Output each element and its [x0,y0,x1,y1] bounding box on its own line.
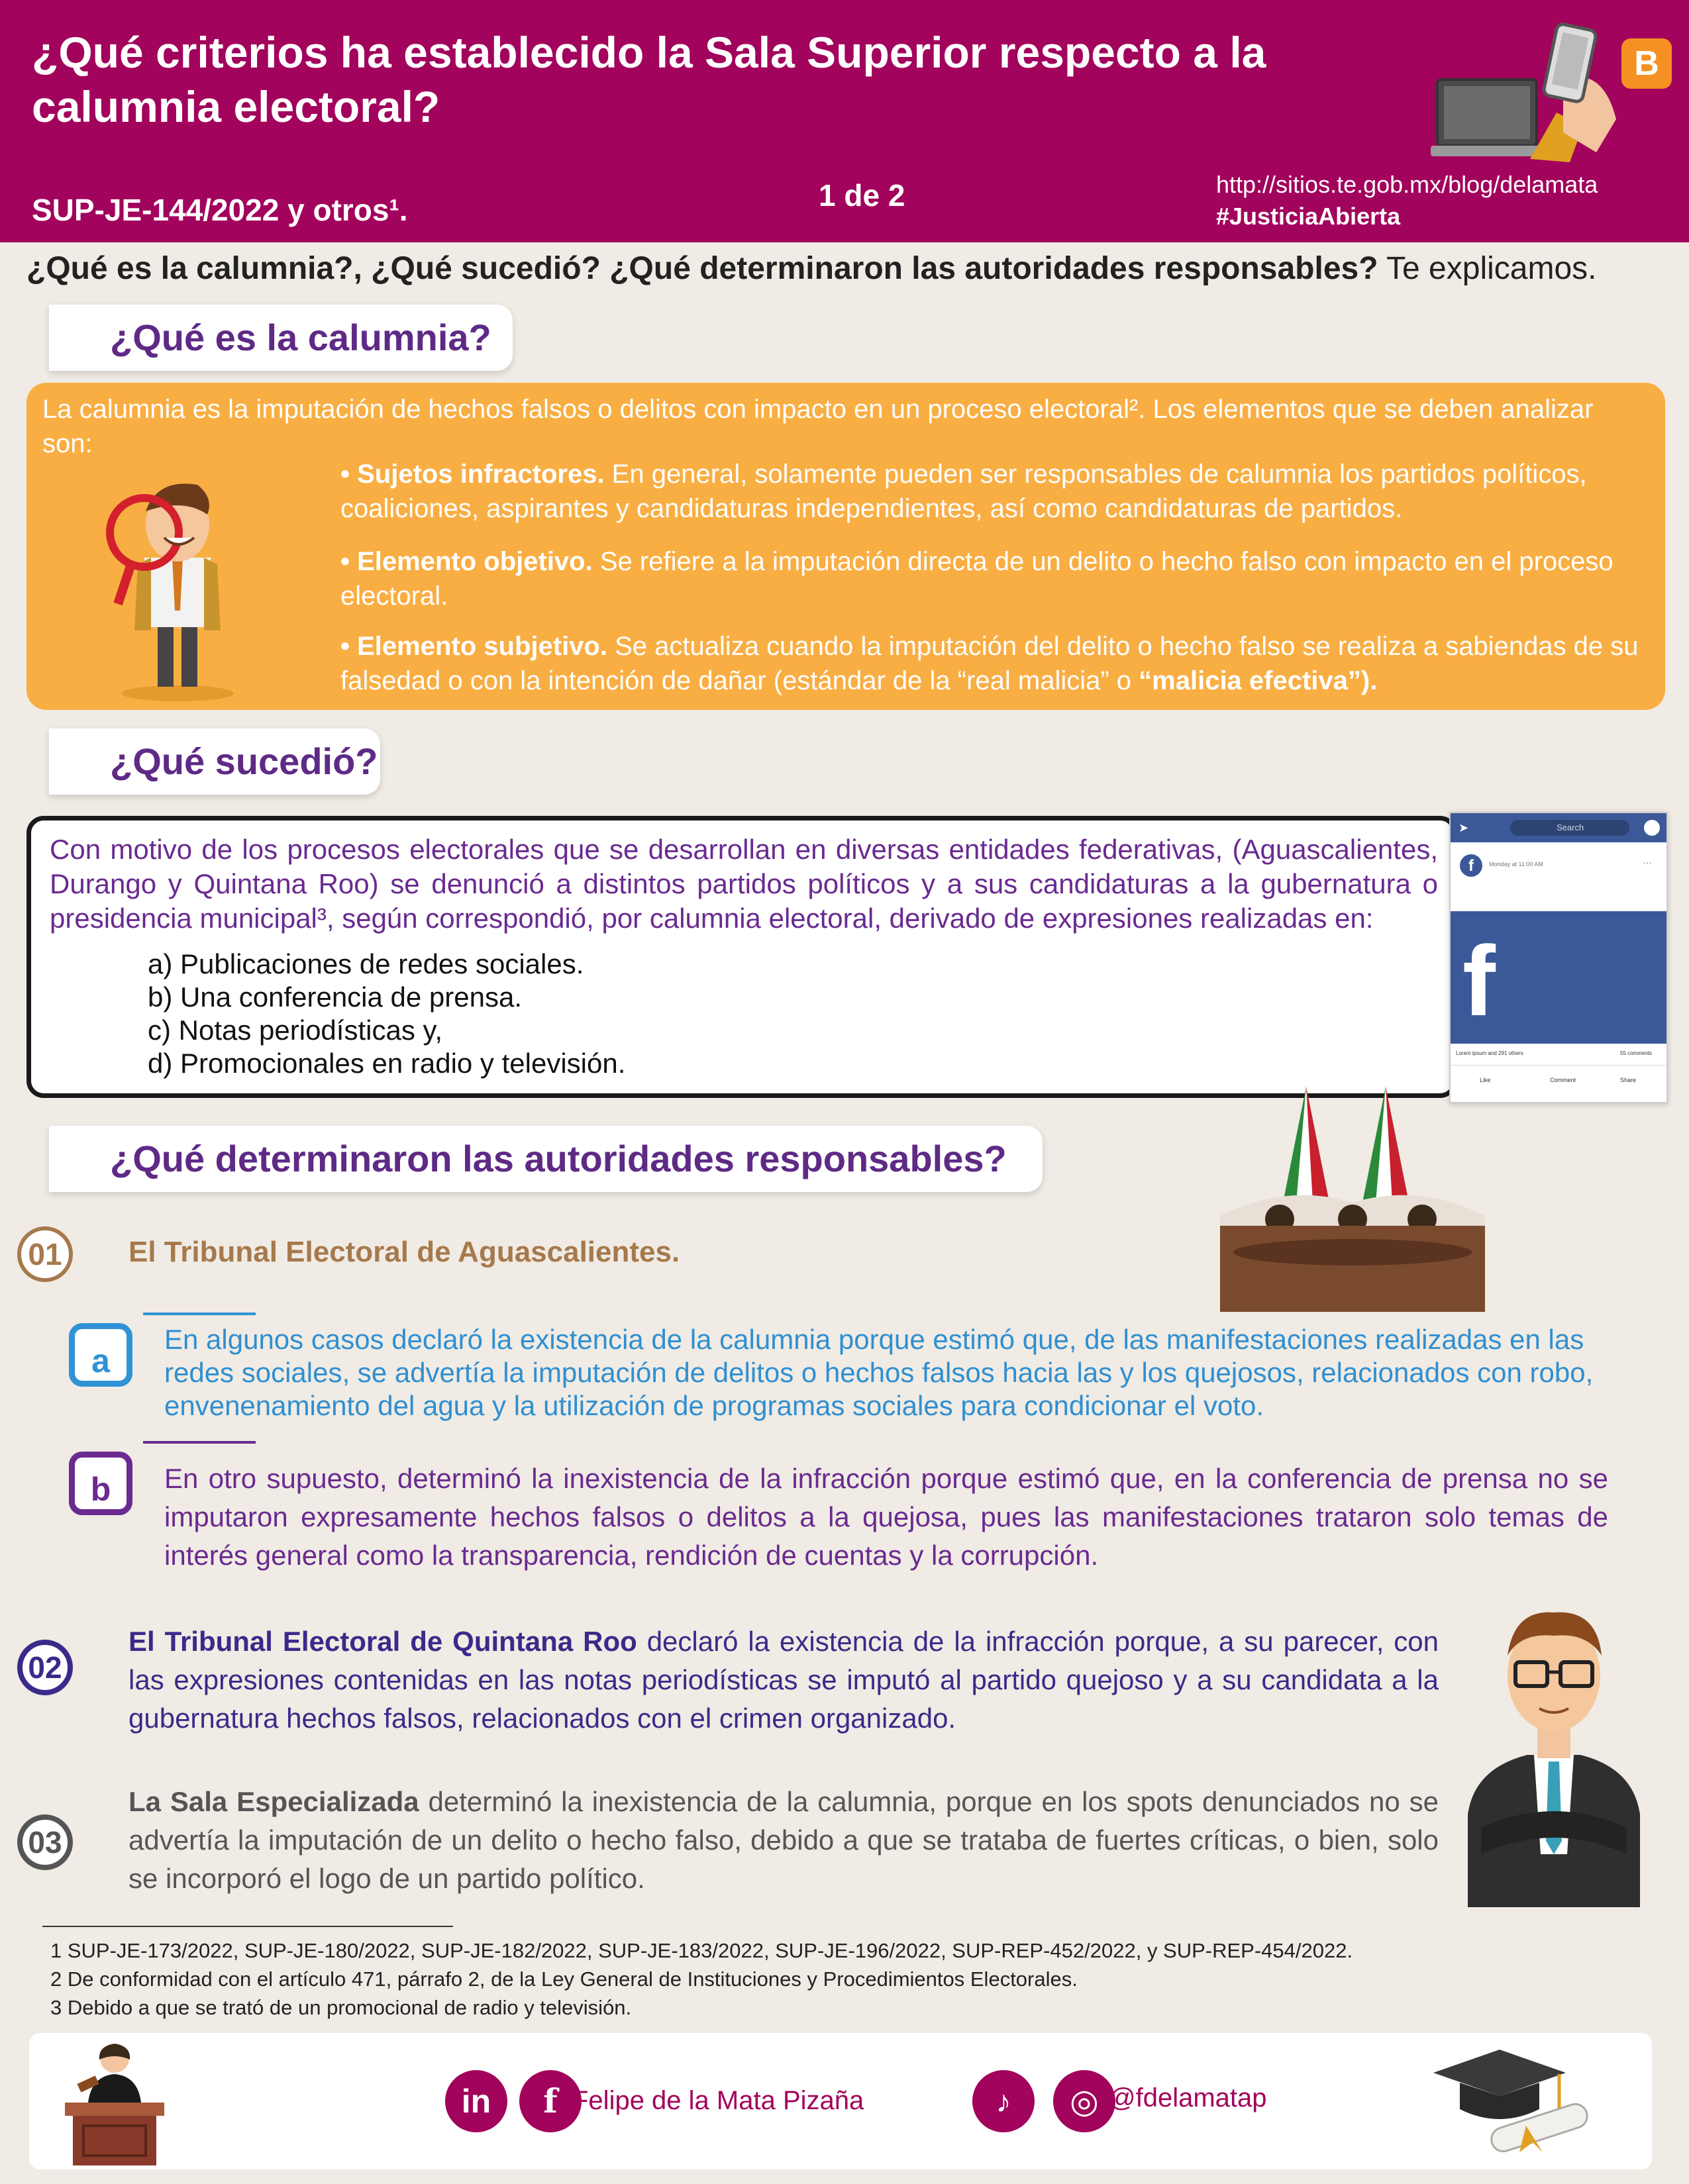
man-magnifier-illustration [98,472,277,703]
header-banner [0,0,1689,242]
bullet-sujetos [340,457,1639,526]
businessman-illustration [1455,1576,1653,1907]
fb-avatar: f [1460,854,1482,877]
bullet-text: Se actualiza cuando la imputación del delito o hecho falso se realiza a sabiendas de su falsedad o con la intención de dañar (estándar de la “real malicia” o [340,632,1639,695]
ruling-sala-especializada [128,1783,1439,1898]
section-heading-determinaron: ¿Qué determinaron las autoridades responsables? [49,1126,1043,1192]
intro-questions: ¿Qué es la calumnia?, ¿Qué sucedió? ¿Qué determinaron las autoridades responsables? [26,251,1378,286]
bullet-title: • Elemento subjetivo. [340,632,607,661]
bullet-text: En general, solamente pueden ser responsables de calumnia los partidos políticos, coaliciones, aspirantes y candidaturas independientes, así como candidaturas de partidos. [340,460,1587,523]
graduation-cap-diploma-illustration [1427,2046,1599,2159]
footnote-3: 3 Debido a que se trató de un promocional de radio y televisión. [50,1996,632,2019]
bullet-subjetivo [340,629,1639,698]
page-title: ¿Qué criterios ha establecido la Sala Superior respecto a la calumnia electoral? [32,28,1266,131]
tiktok-icon[interactable]: ♪ [972,2070,1035,2132]
fb-comment-button: Comment [1550,1077,1576,1083]
list-item: b) Una conferencia de prensa. [148,981,523,1013]
blog-link[interactable]: http://sitios.te.gob.mx/blog/delamata [1216,171,1598,198]
bullet-title: • Sujetos infractores. [340,460,605,489]
fb-comment-count: 55 comments [1620,1050,1653,1056]
footnote-divider [42,1926,453,1927]
bullet-text: Se refiere a la imputación directa de un delito o hecho falso con impacto en el proceso electoral. [340,547,1613,611]
fb-share-button: Share [1620,1077,1637,1083]
definition-box [26,383,1665,710]
page-indicator: 1 de 2 [819,178,905,213]
send-icon: ➤ [1459,821,1469,834]
judge-podium-illustration [58,2040,171,2165]
intro-tail: Te explicamos. [1378,251,1597,286]
tribunal-flags-illustration [1220,1083,1485,1312]
laptop-phone-illustration [1431,20,1629,166]
linkedin-icon[interactable]: in [445,2070,507,2132]
footnotes [50,1936,1353,2022]
list-item: c) Notas periodísticas y, [148,1015,443,1046]
facebook-post-mock [1449,812,1668,1103]
ruling-quintana-roo [128,1622,1439,1738]
entity-quintana-roo: El Tribunal Electoral de Quintana Roo [128,1626,637,1657]
number-01: 01 [17,1226,73,1282]
footnote-1: 1 SUP-JE-173/2022, SUP-JE-180/2022, SUP-JE-182/2022, SUP-JE-183/2022, SUP-JE-196/2022, SUP-REP-452/2022, y SUP-REP-454/2022. [50,1939,1353,1962]
instagram-icon[interactable]: ◎ [1053,2070,1115,2132]
footer-bar [29,2033,1652,2169]
facts-box [26,816,1457,1098]
fb-post-image [1451,911,1666,1044]
section-heading-calumnia: ¿Qué es la calumnia? [49,305,513,371]
more-icon: ··· [1643,857,1652,868]
hashtag: #JusticiaAbierta [1216,203,1401,230]
ruling-b-text: En otro supuesto, determinó la inexistencia de la infracción porque estimó que, en la conferencia de prensa no se imputaron expresamente hechos falsos o delitos a la quejosa, pues las manifestaciones trataron solo temas de interés general como la transparencia, rendición de cuentas y la corrupción. [164,1463,1608,1571]
social-handle: @fdelamatap [1109,2083,1267,2112]
messenger-icon [1644,820,1660,836]
facebook-logo-icon: f [1462,925,1496,1036]
definition-text: La calumnia es la imputación de hechos falsos o delitos con impacto en un proceso electoral². Los elementos que se deben analizar son: [42,395,1594,458]
fb-post-time: Monday at 11:00 AM [1489,861,1543,868]
facebook-icon[interactable]: f [519,2070,582,2132]
footnote-2: 2 De conformidad con el artículo 471, párrafo 2, de la Ley General de Instituciones y Procedimientos Electorales. [50,1967,1078,1991]
connector-line-b [143,1441,256,1444]
list-item: d) Promocionales en radio y televisión. [148,1048,626,1079]
case-number: SUP-JE-144/2022 y otros¹. [32,193,408,227]
section-heading-sucedio: ¿Qué sucedió? [49,728,380,795]
author-name: Felipe de la Mata Pizaña [572,2086,864,2115]
badge-b: b [69,1452,132,1515]
divider [1451,1065,1666,1066]
facts-list [148,948,625,1080]
badge-a: a [69,1323,132,1387]
bullet-objetivo [340,544,1639,613]
ruling-text: determinó la inexistencia de la calumnia, porque en los spots denunciados no se advertía la imputación de un delito o hecho falso, debido a que se trataba de fuertes críticas, o bien, solo se incorporó el logo de un partido político. [128,1786,1439,1894]
fb-topbar [1451,813,1666,842]
facts-text: Con motivo de los procesos electorales que se desarrollan en diversas entidades federativas, (Aguascalientes, Durango y Quintana Roo) se denunció a distintos partidos políticos y a sus candidaturas a la gubernatura o presidencia municipal³, según correspondió, por calumnia electoral, derivado de expresiones realizadas en: [50,834,1438,934]
bullet-title: • Elemento objetivo. [340,547,593,576]
bullet-bold-tail: “malicia efectiva”). [1139,666,1378,695]
number-02: 02 [17,1640,73,1695]
intro-line [26,249,1676,289]
fb-like-button: Like [1480,1077,1491,1083]
entity-aguascalientes: El Tribunal Electoral de Aguascalientes. [128,1236,680,1268]
blogger-icon[interactable]: B [1621,38,1672,89]
number-03: 03 [17,1814,73,1870]
connector-line-a [143,1313,256,1315]
ruling-text: declaró la existencia de la infracción porque, a su parecer, con las expresiones contenidas en las notas periodísticas se imputó al partido quejoso y a su candidata a la gubernatura hechos falsos, relacionados con el crimen organizado. [128,1626,1439,1734]
list-item: a) Publicaciones de redes sociales. [148,948,584,979]
entity-sala-especializada: La Sala Especializada [128,1786,419,1817]
fb-reactions: Lorem ipsum and 291 others [1456,1050,1523,1056]
fb-search: Search [1510,820,1629,836]
ruling-a-text: En algunos casos declaró la existencia de la calumnia porque estimó que, de las manifestaciones realizadas en las redes sociales, se advertía la imputación de delitos o hechos falsos hacia las y los quejosos, relacionados con robo, envenenamiento del agua y la utilización de programas sociales para condicionar el voto. [164,1324,1594,1421]
